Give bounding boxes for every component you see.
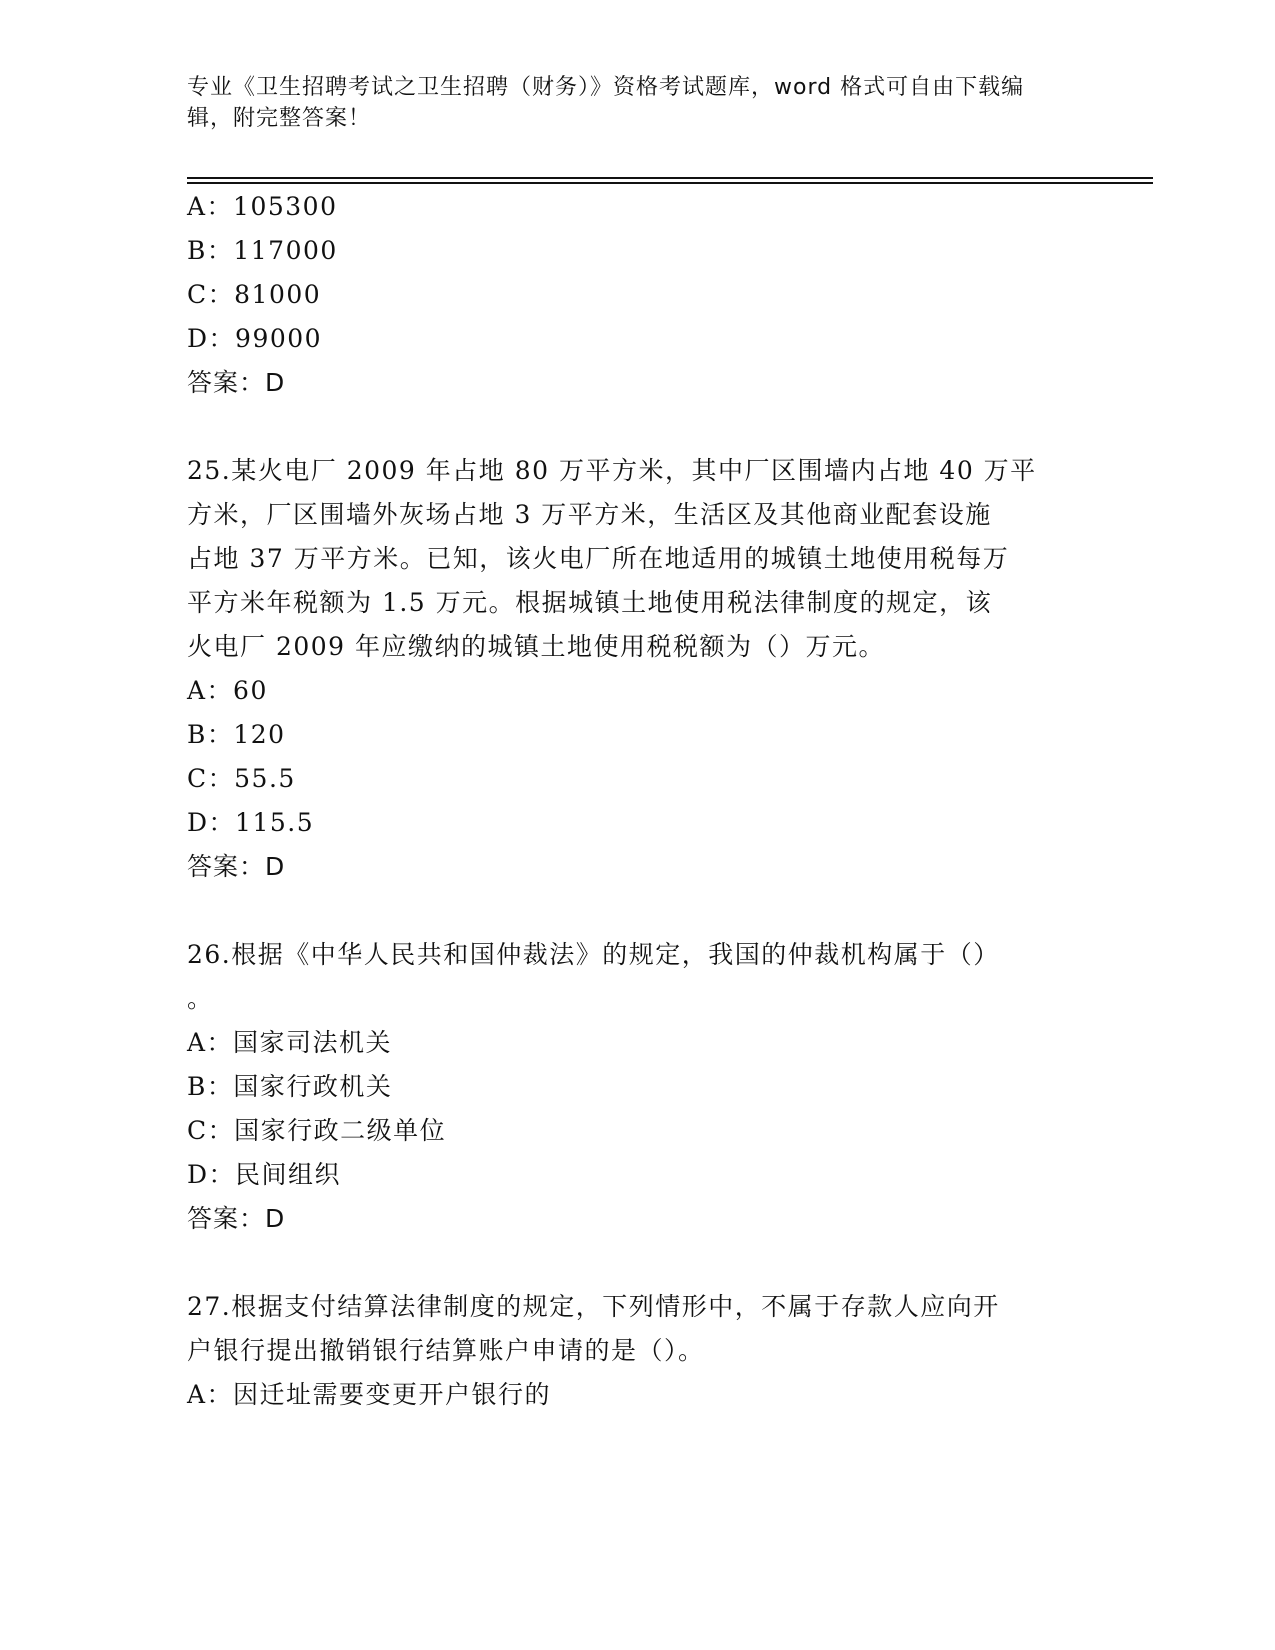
q25-text-line: 占地 37 万平方米。已知，该火电厂所在地适用的城镇土地使用税每万 bbox=[187, 544, 1010, 573]
q25-option-b: B：120 bbox=[187, 720, 286, 749]
prev-option-d: D：99000 bbox=[187, 324, 323, 353]
q27-option-a: A：因迁址需要变更开户银行的 bbox=[187, 1380, 552, 1409]
q26-text-line: 26.根据《中华人民共和国仲裁法》的规定，我国的仲裁机构属于（） bbox=[187, 940, 1000, 969]
prev-option-c: C：81000 bbox=[187, 280, 322, 309]
q26-text-line: 。 bbox=[187, 984, 214, 1013]
q26-answer: 答案：D bbox=[187, 1204, 286, 1233]
q26-option-d: D：民间组织 bbox=[187, 1160, 342, 1189]
q25-option-a: A：60 bbox=[187, 676, 268, 705]
q27-text-line: 27.根据支付结算法律制度的规定，下列情形中，不属于存款人应向开 bbox=[187, 1292, 1000, 1321]
q25-option-d: D：115.5 bbox=[187, 808, 315, 837]
prev-option-b: B：117000 bbox=[187, 236, 338, 265]
q27-text-line: 户银行提出撤销银行结算账户申请的是（）。 bbox=[187, 1336, 705, 1365]
prev-answer: 答案：D bbox=[187, 368, 286, 397]
prev-option-a: A：105300 bbox=[187, 192, 338, 221]
q25-answer: 答案：D bbox=[187, 852, 286, 881]
q25-text-line: 平方米年税额为 1.5 万元。根据城镇土地使用税法律制度的规定，该 bbox=[187, 588, 993, 617]
q25-option-c: C：55.5 bbox=[187, 764, 296, 793]
q25-text-line: 25.某火电厂 2009 年占地 80 万平方米，其中厂区围墙内占地 40 万平 bbox=[187, 456, 1037, 485]
q26-option-a: A：国家司法机关 bbox=[187, 1028, 393, 1057]
q25-text-line: 火电厂 2009 年应缴纳的城镇土地使用税税额为（）万元。 bbox=[187, 632, 886, 661]
header-divider-bottom bbox=[187, 182, 1153, 184]
q25-text-line: 方米，厂区围墙外灰场占地 3 万平方米，生活区及其他商业配套设施 bbox=[187, 500, 992, 529]
document-header: 专业《卫生招聘考试之卫生招聘（财务）》资格考试题库，word 格式可自由下载编辑，附完整答案！ bbox=[187, 75, 1025, 131]
q26-option-c: C：国家行政二级单位 bbox=[187, 1116, 447, 1145]
q26-option-b: B：国家行政机关 bbox=[187, 1072, 393, 1101]
header-divider-top bbox=[187, 177, 1153, 179]
